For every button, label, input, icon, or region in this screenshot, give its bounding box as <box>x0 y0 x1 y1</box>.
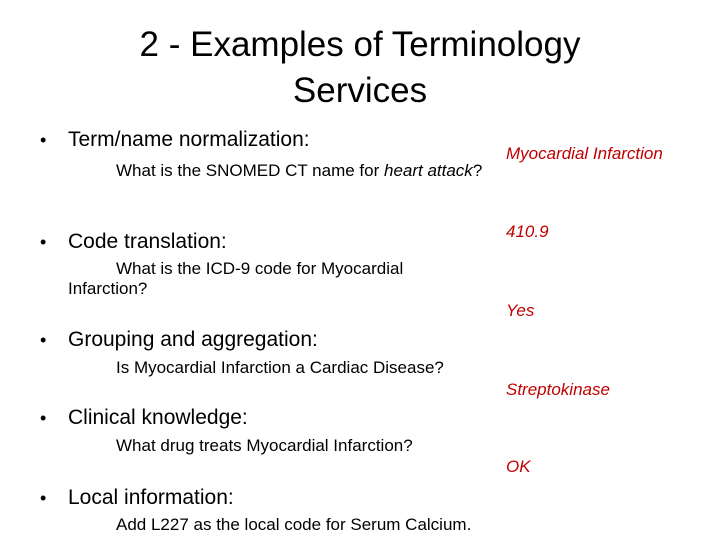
bullet-icon: • <box>40 488 47 508</box>
heading-text: Grouping and aggregation: <box>68 328 318 351</box>
bullet-heading <box>40 128 310 152</box>
heading-text: Local information: <box>68 486 234 509</box>
answer-text: Myocardial Infarction <box>506 144 663 163</box>
answer-text: Yes <box>506 301 535 320</box>
question-text <box>68 161 488 181</box>
bullet-icon: • <box>40 130 47 150</box>
question-text <box>68 515 528 535</box>
heading-text: Clinical knowledge: <box>68 406 248 429</box>
bullet-heading <box>40 486 234 510</box>
question-content: Is Myocardial Infarction a Cardiac Disease? <box>116 358 444 377</box>
question-content: What is the ICD-9 code for Myocardial Infarction? <box>68 259 404 298</box>
bullet-heading <box>40 406 248 430</box>
question-italic: heart attack <box>383 161 473 180</box>
bullet-icon: • <box>40 408 47 428</box>
question-part-1: What is the SNOMED CT name for <box>116 161 384 180</box>
title-line-1: 2 - Examples of Terminology <box>139 25 581 64</box>
bullet-icon: • <box>40 232 47 252</box>
title-line-2: Services <box>292 71 428 110</box>
question-part-2: ? <box>472 161 483 180</box>
question-content: What drug treats Myocardial Infarction? <box>116 436 413 455</box>
question-text <box>68 358 528 378</box>
bullet-heading <box>40 328 318 352</box>
question-text <box>68 259 468 299</box>
answer-text: 410.9 <box>506 222 549 241</box>
question-content: Add L227 as the local code for Serum Calcium. <box>116 515 472 534</box>
answer-text: Streptokinase <box>506 380 610 399</box>
heading-text: Code translation: <box>68 230 227 253</box>
heading-text: Term/name normalization: <box>68 128 310 151</box>
bullet-heading <box>40 230 227 254</box>
question-text <box>68 436 528 456</box>
bullet-icon: • <box>40 330 47 350</box>
answer-text: OK <box>506 457 531 476</box>
page-title <box>0 22 720 114</box>
